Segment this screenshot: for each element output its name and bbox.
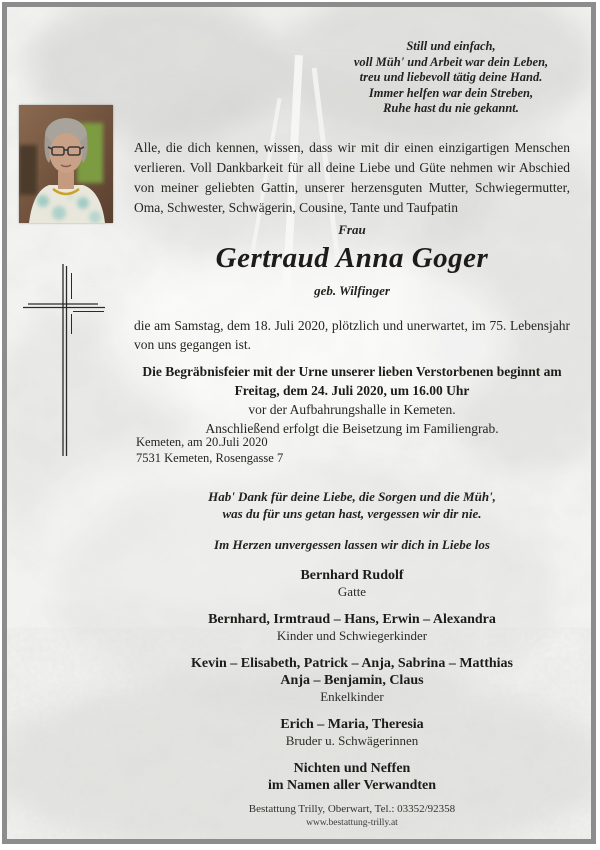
mourner-role: Kinder und Schwiegerkinder [276, 628, 428, 643]
funeral-home-website: www.bestattung-trilly.at [306, 818, 398, 828]
deceased-name: Gertraud Anna Goger [215, 242, 489, 274]
memorial-verse-line: treu und liebevoll tätig deine Hand. [359, 70, 543, 84]
mourner-role: Bruder u. Schwägerinnen [285, 733, 419, 748]
mourner-group [134, 716, 570, 749]
mourner-names [134, 760, 570, 794]
place-date-block [136, 435, 283, 466]
mourner-role: Gatte [337, 584, 367, 599]
funeral-line: Die Begräbnisfeier mit der Urne unserer lieben Verstorbenen beginnt am [142, 364, 562, 379]
mourner-group [134, 567, 570, 600]
mourner-names [134, 655, 570, 689]
memorial-verse-line: voll Müh' und Arbeit war dein Leben, [353, 54, 549, 69]
mourner-group [134, 760, 570, 794]
announcement-sheet [2, 2, 596, 844]
place-date-line: Kemeten, am 20.Juli 2020 [136, 435, 268, 449]
mourner-group [134, 655, 570, 705]
mourner-names [134, 611, 570, 628]
honorific-title: Frau [338, 222, 366, 237]
cross-icon [16, 256, 128, 462]
mourner-names [134, 716, 570, 733]
death-date-line: die am Samstag, dem 18. Juli 2020, plötzlich und unerwartet, im 75. Lebensjahr von uns gegangen ist. [134, 318, 570, 352]
mourner-role: Enkelkinder [320, 689, 384, 704]
mourners-list [134, 567, 570, 805]
mourner-name-line: Nichten und Neffen [293, 761, 411, 776]
intro-paragraph: Alle, die dich kennen, wissen, dass wir mit dir einen einzigartigen Menschen verlieren. Voll Dankbarkeit für all deine Liebe und Güte nehmen wir Abschied von meiner geliebten Gattin, unserer herzensguten Mutter, Schwiegermutter, Oma, Schwester, Schwägerin, Cousine, Tante und Taufpatin [134, 140, 570, 215]
address-line: 7531 Kemeten, Rosengasse 7 [136, 450, 284, 465]
portrait-photo [19, 105, 113, 223]
memorial-verse-line: Immer helfen war dein Streben, [368, 85, 534, 100]
mourner-name-line: im Namen aller Verwandten [267, 778, 437, 793]
funeral-datetime: Freitag, dem 24. Juli 2020, um 16.00 Uhr [234, 383, 470, 398]
mourner-names [134, 567, 570, 584]
mourner-name-line: Kevin – Elisabeth, Patrick – Anja, Sabrina – Matthias [190, 656, 514, 671]
mourner-name-line: Anja – Benjamin, Claus [280, 673, 424, 688]
maiden-name: geb. Wilfinger [314, 283, 390, 298]
memorial-verse [305, 39, 596, 117]
memorial-verse-line: Still und einfach, [406, 39, 496, 53]
funeral-home-contact: Bestattung Trilly, Oberwart, Tel.: 03352/92358 [248, 803, 456, 815]
mourner-name-line: Bernhard, Irmtraud – Hans, Erwin – Alexandra [208, 612, 496, 627]
mourner-name-line: Erich – Maria, Theresia [280, 717, 424, 732]
memorial-verse-line: Ruhe hast du nie gekannt. [383, 101, 519, 115]
funeral-burial: Anschließend erfolgt die Beisetzung im Familiengrab. [205, 421, 499, 436]
funeral-info [134, 362, 570, 438]
funeral-location: vor der Aufbahrungshalle in Kemeten. [248, 402, 456, 417]
funeral-home-footer [134, 802, 570, 830]
thanks-line: Hab' Dank für deine Liebe, die Sorgen und die Müh', [208, 489, 496, 504]
thanks-line: was du für uns getan hast, vergessen wir dir nie. [222, 506, 482, 521]
mourner-group [134, 611, 570, 644]
mourner-name-line: Bernhard Rudolf [300, 568, 404, 583]
thanks-verse [134, 488, 570, 553]
thanks-line: Im Herzen unvergessen lassen wir dich in Liebe los [214, 537, 490, 552]
